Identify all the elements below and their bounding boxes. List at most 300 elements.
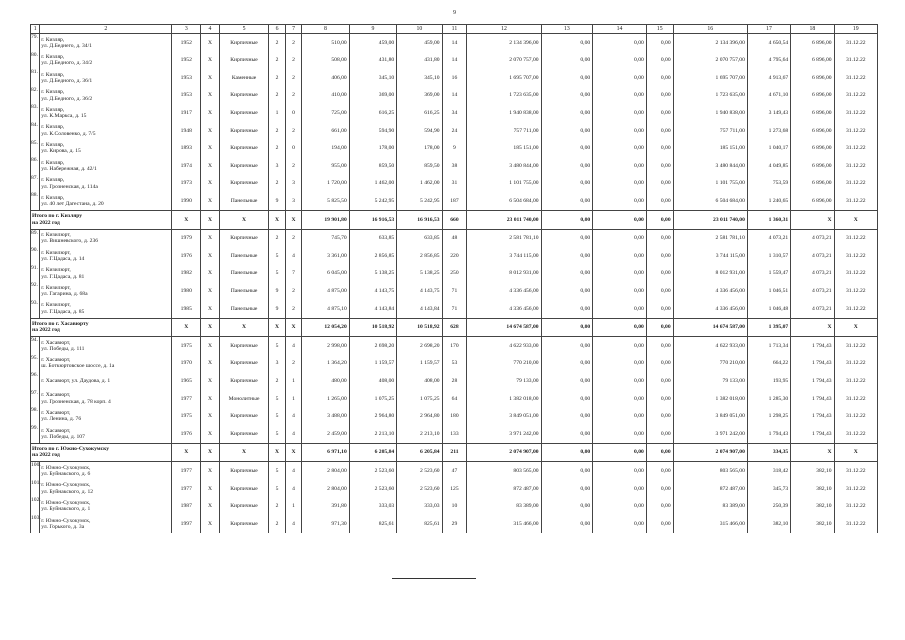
address-line1: г. Южно-Сухокумск, [41, 517, 91, 524]
cell-k: 6 896,00 [791, 192, 834, 210]
cell-b: 1 159,57 [349, 355, 396, 373]
cell-a: 4 875,10 [302, 300, 349, 318]
cell-year: 1977 [172, 390, 201, 408]
cell-year: 1976 [172, 425, 201, 443]
cell-i: 2 070 757,00 [673, 52, 747, 70]
cell-f: 0,00 [541, 515, 593, 533]
cell-k: 1 794,43 [791, 425, 834, 443]
cell-c: 2 523,60 [397, 462, 442, 480]
cell-b: 459,00 [349, 34, 396, 52]
cell-j: 1 240,65 [747, 192, 790, 210]
address-line1: г. Южно-Сухокумск, [41, 464, 91, 471]
cell-c4: X [201, 247, 220, 265]
cell-fl: 3 [269, 355, 286, 373]
cell-d: 660 [442, 210, 467, 229]
address-cell [40, 372, 172, 390]
address-line2: ул. К.Соловенко, д. 7/5 [41, 130, 96, 137]
cell-j: 1 298,25 [747, 407, 790, 425]
cell-a: 955,00 [302, 157, 349, 175]
cell-wall: Монолитные [219, 390, 269, 408]
cell-i: 770 210,00 [673, 355, 747, 373]
column-number-cell: 4 [201, 25, 220, 34]
address-line1: г. Хасавюрт, [41, 392, 71, 399]
cell-i: 1 940 838,00 [673, 104, 747, 122]
address-line1: г. Кизляр, [41, 177, 65, 184]
cell-h: 0,00 [646, 372, 673, 390]
cell-h: 0,00 [646, 390, 673, 408]
cell-f: 0,00 [541, 52, 593, 70]
cell-j: 1 040,17 [747, 140, 790, 158]
address-cell [40, 515, 172, 533]
cell-fl: X [269, 210, 286, 229]
cell-h: 0,00 [646, 140, 673, 158]
cell-e: 770 210,00 [467, 355, 541, 373]
cell-wall: Кирпичные [219, 175, 269, 193]
table-row [31, 157, 878, 175]
cell-l: X [834, 443, 877, 462]
cell-h: 0,00 [646, 462, 673, 480]
cell-j: 382,10 [747, 515, 790, 533]
cell-wall: Кирпичные [219, 122, 269, 140]
column-number-cell: 3 [172, 25, 201, 34]
row-index: 88. [31, 192, 40, 210]
cell-e: 3 971 242,00 [467, 425, 541, 443]
cell-l: 31.12.22 [834, 497, 877, 515]
cell-c4: X [201, 229, 220, 247]
cell-e: 2 581 781,10 [467, 229, 541, 247]
housing-register-table [30, 24, 878, 533]
cell-fl: 5 [269, 390, 286, 408]
cell-a: 4 875,00 [302, 282, 349, 300]
address-line2: ул. Вишневского, д. 236 [41, 238, 99, 245]
cell-fl: 2 [269, 122, 286, 140]
cell-c4: X [201, 34, 220, 52]
cell-year: 1982 [172, 265, 201, 283]
cell-en: 4 [285, 462, 302, 480]
cell-e: 23 011 740,00 [467, 210, 541, 229]
address-line2: ш. Боткюртовское шоссе, д. 1а [41, 363, 115, 370]
cell-e: 1 940 838,00 [467, 104, 541, 122]
cell-year: X [172, 210, 201, 229]
cell-en: 2 [285, 157, 302, 175]
cell-f: 0,00 [541, 282, 593, 300]
cell-l: 31.12.22 [834, 265, 877, 283]
cell-c: 825,61 [397, 515, 442, 533]
cell-e: 4 336 456,00 [467, 300, 541, 318]
cell-a: 508,00 [302, 52, 349, 70]
cell-k: X [791, 443, 834, 462]
cell-d: 16 [442, 69, 467, 87]
cell-f: 0,00 [541, 210, 593, 229]
address-line2: ул. Победы, д. 107 [41, 433, 85, 440]
row-index: 100. [31, 462, 40, 480]
column-number-cell: 6 [269, 25, 286, 34]
cell-k: 382,10 [791, 497, 834, 515]
cell-b: 408,00 [349, 372, 396, 390]
address-cell [40, 122, 172, 140]
cell-a: 6 045,00 [302, 265, 349, 283]
cell-k: 6 896,00 [791, 52, 834, 70]
cell-e: 2 070 757,00 [467, 52, 541, 70]
cell-k: 4 073,21 [791, 265, 834, 283]
cell-wall: X [219, 210, 269, 229]
cell-en: 2 [285, 300, 302, 318]
cell-g: 0,00 [593, 355, 647, 373]
cell-a: 6 971,10 [302, 443, 349, 462]
cell-g: 0,00 [593, 52, 647, 70]
column-number-cell: 18 [791, 25, 834, 34]
address-line2: ул. К.Маркса, д. 15 [41, 113, 87, 120]
page-number: 9 [453, 10, 456, 16]
cell-fl: 5 [269, 480, 286, 498]
subtotal-label-line1: Итого по г. Кизляру [32, 213, 83, 220]
address-cell [40, 265, 172, 283]
cell-e: 1 723 635,00 [467, 87, 541, 105]
cell-c: 16 916,53 [397, 210, 442, 229]
address-line2: ул. 40 лет Дагестана, д. 20 [41, 201, 104, 208]
cell-en: 2 [285, 122, 302, 140]
subtotal-label-line2: на 2022 год [32, 327, 60, 334]
cell-year: 1953 [172, 87, 201, 105]
column-number-cell: 16 [673, 25, 747, 34]
cell-j: 1 713,34 [747, 337, 790, 355]
cell-h: 0,00 [646, 247, 673, 265]
cell-f: 0,00 [541, 157, 593, 175]
cell-en: X [285, 318, 302, 337]
cell-wall: Панельные [219, 282, 269, 300]
cell-c4: X [201, 515, 220, 533]
cell-en: 1 [285, 372, 302, 390]
cell-fl: 9 [269, 192, 286, 210]
cell-e: 185 151,00 [467, 140, 541, 158]
cell-year: 1977 [172, 480, 201, 498]
cell-c4: X [201, 497, 220, 515]
row-index: 80. [31, 52, 40, 70]
table-row [31, 87, 878, 105]
cell-b: 1 462,00 [349, 175, 396, 193]
cell-i: 2 134 396,00 [673, 34, 747, 52]
cell-d: 220 [442, 247, 467, 265]
cell-c4: X [201, 282, 220, 300]
subtotal-label [31, 318, 172, 337]
row-index: 101. [31, 480, 40, 498]
address-cell [40, 34, 172, 52]
cell-j: 4 049,85 [747, 157, 790, 175]
cell-c4: X [201, 462, 220, 480]
cell-g: 0,00 [593, 34, 647, 52]
cell-h: 0,00 [646, 87, 673, 105]
address-cell [40, 425, 172, 443]
cell-i: 6 504 684,00 [673, 192, 747, 210]
cell-j: 664,22 [747, 355, 790, 373]
cell-a: 2 998,00 [302, 337, 349, 355]
address-line1: г. Кизляр, [41, 36, 65, 43]
column-number-cell: 15 [646, 25, 673, 34]
cell-l: 31.12.22 [834, 34, 877, 52]
cell-fl: 2 [269, 372, 286, 390]
cell-j: 1 360,31 [747, 210, 790, 229]
cell-g: 0,00 [593, 337, 647, 355]
cell-fl: 2 [269, 497, 286, 515]
cell-l: X [834, 210, 877, 229]
cell-fl: 2 [269, 69, 286, 87]
cell-a: 2 804,00 [302, 480, 349, 498]
cell-wall: Кирпичные [219, 52, 269, 70]
cell-j: 1 046,48 [747, 300, 790, 318]
cell-l: 31.12.22 [834, 515, 877, 533]
cell-a: 410,00 [302, 87, 349, 105]
cell-g: 0,00 [593, 300, 647, 318]
cell-b: 859,50 [349, 157, 396, 175]
cell-b: 2 523,60 [349, 480, 396, 498]
address-line2: ул. Буйнакского, д. 1 [41, 506, 91, 513]
cell-a: 2 459,00 [302, 425, 349, 443]
address-line1: г. Хасавюрт, [41, 339, 71, 346]
cell-c: 1 462,00 [397, 175, 442, 193]
cell-en: 1 [285, 390, 302, 408]
address-cell [40, 247, 172, 265]
cell-g: 0,00 [593, 480, 647, 498]
cell-l: X [834, 318, 877, 337]
cell-i: 2 074 907,00 [673, 443, 747, 462]
cell-l: 31.12.22 [834, 337, 877, 355]
cell-year: 1893 [172, 140, 201, 158]
cell-l: 31.12.22 [834, 462, 877, 480]
cell-j: 4 795,64 [747, 52, 790, 70]
cell-fl: 9 [269, 282, 286, 300]
cell-year: 1965 [172, 372, 201, 390]
table-row [31, 140, 878, 158]
cell-year: 1952 [172, 52, 201, 70]
cell-a: 745,70 [302, 229, 349, 247]
cell-f: 0,00 [541, 300, 593, 318]
cell-b: 1 075,25 [349, 390, 396, 408]
cell-c4: X [201, 210, 220, 229]
cell-wall: Панельные [219, 300, 269, 318]
cell-fl: 1 [269, 104, 286, 122]
row-index: 98. [31, 407, 40, 425]
row-index: 86. [31, 157, 40, 175]
cell-c: 4 143,75 [397, 282, 442, 300]
cell-g: 0,00 [593, 175, 647, 193]
address-line1: г. Кизляр, [41, 124, 65, 131]
cell-en: 4 [285, 247, 302, 265]
cell-d: 31 [442, 175, 467, 193]
address-cell [40, 140, 172, 158]
cell-l: 31.12.22 [834, 407, 877, 425]
cell-g: 0,00 [593, 372, 647, 390]
address-line2: ул. Грозненская, д. 114а [41, 183, 98, 190]
cell-c: 633,85 [397, 229, 442, 247]
cell-year: 1997 [172, 515, 201, 533]
cell-h: 0,00 [646, 265, 673, 283]
cell-c: 4 143,84 [397, 300, 442, 318]
cell-a: 12 054,20 [302, 318, 349, 337]
cell-j: 1 285,30 [747, 390, 790, 408]
cell-year: 1990 [172, 192, 201, 210]
cell-en: 4 [285, 407, 302, 425]
cell-e: 2 074 907,00 [467, 443, 541, 462]
cell-b: 2 523,60 [349, 462, 396, 480]
cell-fl: 2 [269, 140, 286, 158]
footer-rule [392, 578, 476, 579]
cell-i: 1 723 635,00 [673, 87, 747, 105]
subtotal-row [31, 210, 878, 229]
cell-i: 14 674 587,00 [673, 318, 747, 337]
cell-i: 757 711,00 [673, 122, 747, 140]
cell-i: 8 012 931,00 [673, 265, 747, 283]
cell-c: 431,80 [397, 52, 442, 70]
cell-k: 6 896,00 [791, 34, 834, 52]
cell-wall: Кирпичные [219, 34, 269, 52]
row-index: 85. [31, 140, 40, 158]
cell-i: 3 849 051,00 [673, 407, 747, 425]
cell-l: 31.12.22 [834, 69, 877, 87]
cell-f: 0,00 [541, 229, 593, 247]
column-number-cell: 8 [302, 25, 349, 34]
cell-year: 1974 [172, 157, 201, 175]
cell-l: 31.12.22 [834, 140, 877, 158]
cell-c: 5 242,95 [397, 192, 442, 210]
cell-i: 1 101 755,00 [673, 175, 747, 193]
cell-en: X [285, 443, 302, 462]
cell-d: 29 [442, 515, 467, 533]
subtotal-label-line2: на 2022 год [32, 452, 60, 459]
cell-j: 753,59 [747, 175, 790, 193]
cell-fl: 2 [269, 52, 286, 70]
cell-year: 1952 [172, 34, 201, 52]
cell-c: 1 075,25 [397, 390, 442, 408]
cell-wall: Кирпичные [219, 425, 269, 443]
cell-f: 0,00 [541, 443, 593, 462]
cell-l: 31.12.22 [834, 390, 877, 408]
cell-en: X [285, 210, 302, 229]
cell-c: 2 698,20 [397, 337, 442, 355]
cell-d: 10 [442, 497, 467, 515]
cell-d: 170 [442, 337, 467, 355]
cell-f: 0,00 [541, 372, 593, 390]
address-line2: ул. Ленина, д. 76 [41, 416, 82, 423]
cell-f: 0,00 [541, 318, 593, 337]
cell-k: 1 794,43 [791, 372, 834, 390]
cell-fl: 5 [269, 462, 286, 480]
cell-k: 1 794,43 [791, 407, 834, 425]
cell-d: 48 [442, 229, 467, 247]
address-line1: г. Хасавюрт, [41, 409, 71, 416]
cell-k: 1 794,43 [791, 390, 834, 408]
cell-e: 14 674 587,00 [467, 318, 541, 337]
table-body [31, 25, 878, 533]
cell-h: 0,00 [646, 337, 673, 355]
table-row [31, 265, 878, 283]
cell-k: 6 896,00 [791, 69, 834, 87]
cell-h: 0,00 [646, 300, 673, 318]
cell-a: 2 804,00 [302, 462, 349, 480]
cell-g: 0,00 [593, 318, 647, 337]
cell-e: 803 565,00 [467, 462, 541, 480]
cell-j: 345,73 [747, 480, 790, 498]
cell-d: 9 [442, 140, 467, 158]
cell-h: 0,00 [646, 407, 673, 425]
address-line1: г. Кизляр, [41, 142, 65, 149]
cell-h: 0,00 [646, 192, 673, 210]
cell-k: 6 896,00 [791, 157, 834, 175]
cell-a: 1 364,20 [302, 355, 349, 373]
column-number-cell: 13 [541, 25, 593, 34]
cell-l: 31.12.22 [834, 87, 877, 105]
cell-l: 31.12.22 [834, 355, 877, 373]
cell-f: 0,00 [541, 407, 593, 425]
cell-c4: X [201, 407, 220, 425]
cell-k: 382,10 [791, 462, 834, 480]
address-line1: г. Кизляр, [41, 71, 65, 78]
table-row [31, 390, 878, 408]
address-line2: ул. Д.Бедного, д. 36/1 [41, 77, 93, 84]
table-row [31, 34, 878, 52]
column-number-cell: 2 [40, 25, 172, 34]
cell-d: 133 [442, 425, 467, 443]
cell-year: 1975 [172, 407, 201, 425]
cell-fl: 5 [269, 265, 286, 283]
cell-c4: X [201, 443, 220, 462]
cell-l: 31.12.22 [834, 157, 877, 175]
cell-year: 1948 [172, 122, 201, 140]
cell-a: 661,00 [302, 122, 349, 140]
cell-fl: 5 [269, 337, 286, 355]
cell-wall: Кирпичные [219, 104, 269, 122]
table-row [31, 300, 878, 318]
cell-d: 14 [442, 87, 467, 105]
address-cell [40, 282, 172, 300]
address-line1: г. Кизилюрт, [41, 284, 71, 291]
cell-year: X [172, 443, 201, 462]
table-row [31, 104, 878, 122]
cell-en: 4 [285, 515, 302, 533]
cell-k: 382,10 [791, 480, 834, 498]
subtotal-row [31, 318, 878, 337]
cell-c: 1 159,57 [397, 355, 442, 373]
cell-f: 0,00 [541, 87, 593, 105]
cell-i: 23 011 740,00 [673, 210, 747, 229]
address-line2: ул. Горького, д. 3а [41, 523, 85, 530]
address-line1: г. Кизляр, [41, 89, 65, 96]
cell-k: 6 896,00 [791, 87, 834, 105]
cell-d: 28 [442, 372, 467, 390]
cell-fl: 2 [269, 34, 286, 52]
cell-c: 2 964,80 [397, 407, 442, 425]
cell-e: 315 466,00 [467, 515, 541, 533]
cell-e: 872 487,00 [467, 480, 541, 498]
subtotal-row [31, 443, 878, 462]
cell-fl: 2 [269, 229, 286, 247]
cell-g: 0,00 [593, 462, 647, 480]
cell-l: 31.12.22 [834, 425, 877, 443]
cell-c: 408,00 [397, 372, 442, 390]
cell-a: 971,30 [302, 515, 349, 533]
cell-a: 5 825,50 [302, 192, 349, 210]
cell-f: 0,00 [541, 122, 593, 140]
address-line1: г. Кизилюрт, [41, 302, 71, 309]
cell-c: 369,00 [397, 87, 442, 105]
cell-en: 2 [285, 34, 302, 52]
cell-en: 2 [285, 87, 302, 105]
cell-k: 6 896,00 [791, 104, 834, 122]
cell-l: 31.12.22 [834, 229, 877, 247]
cell-h: 0,00 [646, 318, 673, 337]
cell-j: 4 073,21 [747, 229, 790, 247]
cell-f: 0,00 [541, 337, 593, 355]
address-line2: ул. Г.Цадаса, д. 85 [41, 308, 85, 315]
